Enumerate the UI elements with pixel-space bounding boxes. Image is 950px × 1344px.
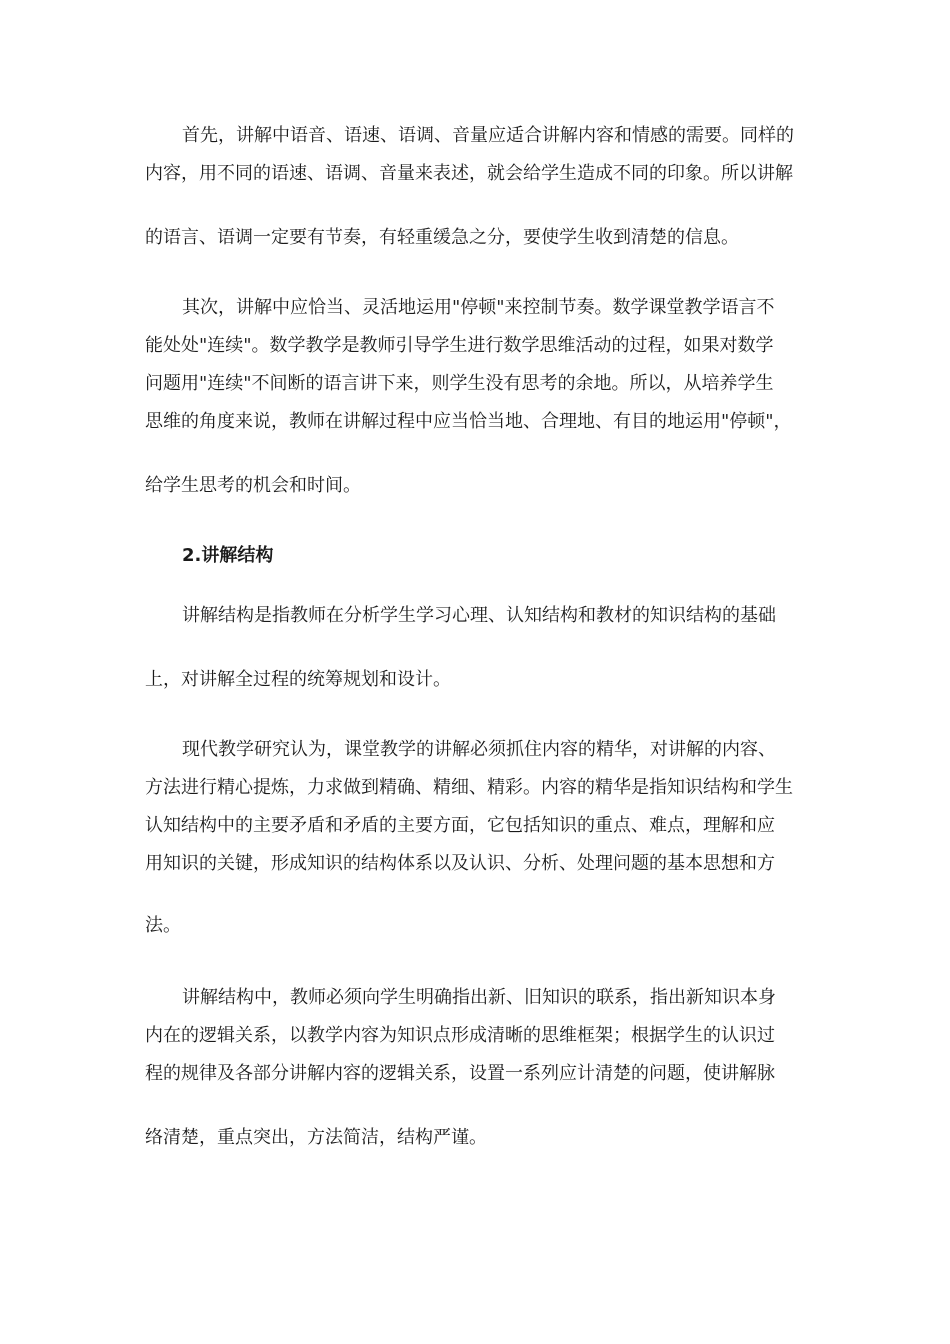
- paragraph-5-line-4: 络清楚，重点突出，方法简洁，结构严谨。: [145, 1127, 487, 1148]
- paragraph-4-line-2: 方法进行精心提炼，力求做到精确、精细、精彩。内容的精华是指知识结构和学生: [145, 777, 793, 798]
- section-heading: 2.讲解结构: [182, 545, 274, 566]
- paragraph-4-line-5: 法。: [145, 915, 181, 936]
- paragraph-4-line-3: 认知结构中的主要矛盾和矛盾的主要方面，它包括知识的重点、难点，理解和应: [145, 815, 775, 836]
- paragraph-2-line-1: 其次，讲解中应恰当、灵活地运用"停顿"来控制节奏。数学课堂教学语言不: [182, 297, 775, 318]
- paragraph-1-line-3: 的语言、语调一定要有节奏，有轻重缓急之分，要使学生收到清楚的信息。: [145, 227, 739, 248]
- paragraph-1-line-1: 首先，讲解中语音、语速、语调、音量应适合讲解内容和情感的需要。同样的: [182, 125, 794, 146]
- paragraph-5-line-3: 程的规律及各部分讲解内容的逻辑关系，设置一系列应计清楚的问题，使讲解脉: [145, 1063, 775, 1084]
- paragraph-1-line-2: 内容，用不同的语速、语调、音量来表述，就会给学生造成不同的印象。所以讲解: [145, 163, 793, 184]
- paragraph-4-line-1: 现代教学研究认为，课堂教学的讲解必须抓住内容的精华，对讲解的内容、: [182, 739, 776, 760]
- paragraph-5-line-2: 内在的逻辑关系，以教学内容为知识点形成清晰的思维框架；根据学生的认识过: [145, 1025, 775, 1046]
- paragraph-2-line-4: 思维的角度来说，教师在讲解过程中应当恰当地、合理地、有目的地运用"停顿"，: [145, 411, 792, 432]
- paragraph-2-line-2: 能处处"连续"。数学教学是教师引导学生进行数学思维活动的过程，如果对数学: [145, 335, 774, 356]
- paragraph-4-line-4: 用知识的关键，形成知识的结构体系以及认识、分析、处理问题的基本思想和方: [145, 853, 775, 874]
- paragraph-2-line-5: 给学生思考的机会和时间。: [145, 475, 361, 496]
- paragraph-2-line-3: 问题用"连续"不间断的语言讲下来，则学生没有思考的余地。所以，从培养学生: [145, 373, 774, 394]
- paragraph-3-line-1: 讲解结构是指教师在分析学生学习心理、认知结构和教材的知识结构的基础: [182, 605, 776, 626]
- paragraph-5-line-1: 讲解结构中，教师必须向学生明确指出新、旧知识的联系，指出新知识本身: [182, 987, 776, 1008]
- paragraph-3-line-2: 上，对讲解全过程的统筹规划和设计。: [145, 669, 451, 690]
